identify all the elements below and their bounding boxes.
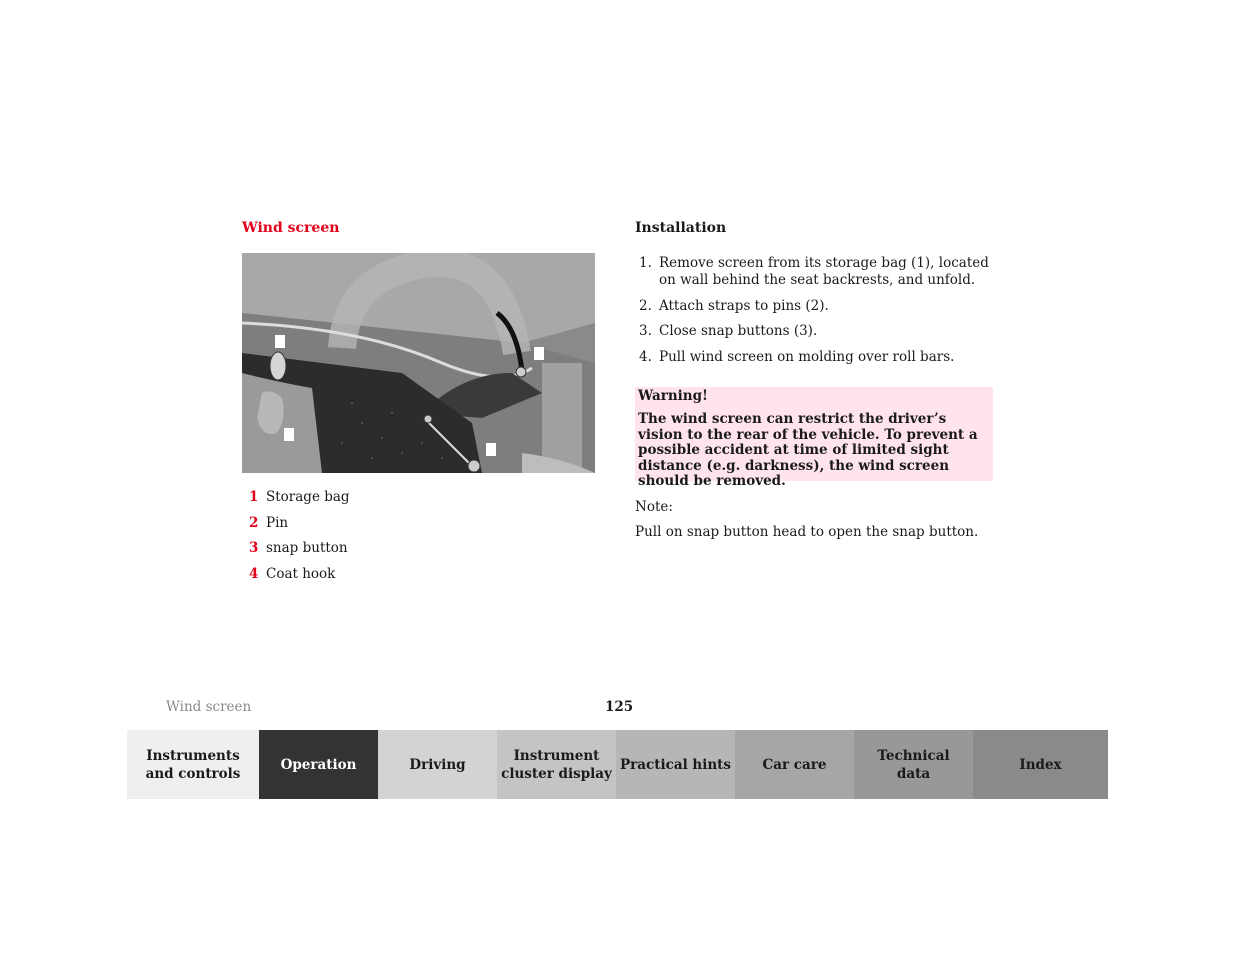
note-text: Pull on snap button head to open the snap button.: [635, 524, 979, 540]
legend-item: [249, 566, 350, 592]
legend-label: snap button: [266, 540, 348, 556]
warning-box: [635, 387, 993, 489]
label-box-4: [486, 443, 496, 456]
footer-section-name: Wind screen: [166, 699, 252, 715]
section-title: Wind screen: [242, 220, 340, 236]
step-item: [639, 349, 994, 366]
step-text: Close snap buttons (3).: [659, 323, 818, 339]
legend-number: 1: [249, 489, 259, 505]
label-box-3: [284, 428, 294, 441]
legend-number: 3: [249, 540, 259, 556]
legend-number: 2: [249, 514, 259, 531]
note-label: Note:: [635, 499, 673, 515]
wind-screen-illustration: [242, 253, 595, 473]
step-text: Remove screen from its storage bag (1), located on wall behind the seat backrests, and unfold.: [659, 255, 989, 288]
label-box-2: [534, 347, 544, 360]
installation-steps: [639, 255, 994, 374]
legend-number: 4: [249, 565, 259, 582]
legend-label: Coat hook: [266, 565, 336, 582]
label-box-1: [275, 335, 285, 348]
step-text: Attach straps to pins (2).: [659, 297, 829, 314]
step-number: 1.: [639, 255, 652, 271]
step-item: [639, 298, 994, 315]
warning-title: Warning!: [638, 388, 708, 404]
nav-tab-index[interactable]: Index: [973, 730, 1108, 799]
step-text: Pull wind screen on molding over roll bars.: [659, 348, 955, 365]
nav-tab-practical-hints[interactable]: Practical hints: [616, 730, 735, 799]
nav-tab-operation[interactable]: Operation: [259, 730, 378, 799]
legend-item: [249, 515, 350, 541]
legend-label: Pin: [266, 514, 289, 531]
step-item: [639, 255, 994, 289]
step-number: 3.: [639, 323, 652, 339]
figure-legend: [249, 489, 350, 591]
legend-item: [249, 489, 350, 515]
nav-tab-technical-data[interactable]: Technical data: [854, 730, 973, 799]
nav-tab-car-care[interactable]: Car care: [735, 730, 854, 799]
legend-item: [249, 540, 350, 566]
step-number: 2.: [639, 297, 652, 314]
nav-tab-instruments-and-controls[interactable]: Instruments and controls: [127, 730, 259, 799]
chapter-navigation: [127, 730, 1108, 799]
nav-tab-driving[interactable]: Driving: [378, 730, 497, 799]
warning-text: The wind screen can restrict the driver’s vision to the rear of the vehicle. To prevent a possible accident at time of limited sight distance (e.g. darkness), the wind screen should be removed.: [638, 411, 978, 489]
step-item: [639, 323, 994, 340]
legend-label: Storage bag: [266, 489, 350, 505]
nav-tab-instrument-cluster-display[interactable]: Instrument cluster display: [497, 730, 616, 799]
step-number: 4.: [639, 348, 652, 365]
page-number: 125: [605, 699, 634, 715]
installation-title: Installation: [635, 220, 727, 236]
